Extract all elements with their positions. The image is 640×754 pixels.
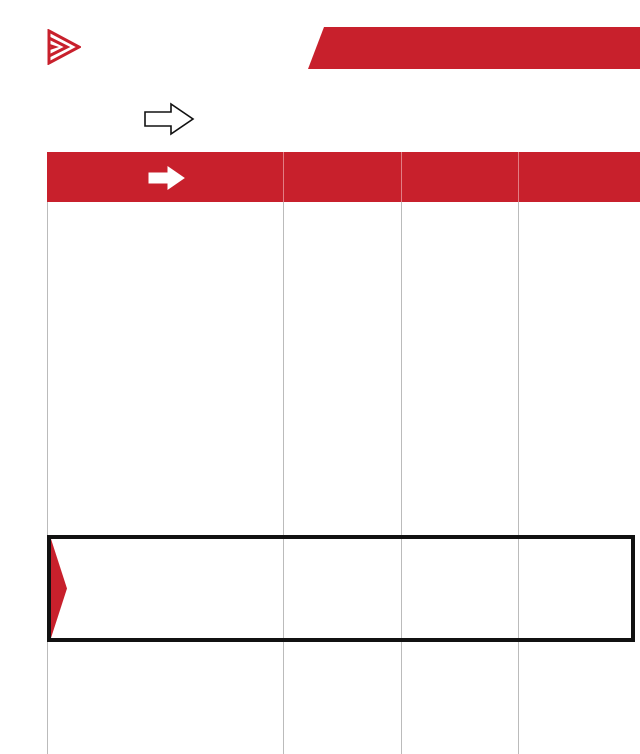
header-charging-passthrough xyxy=(518,152,640,202)
direction-arrow-icon xyxy=(143,102,195,136)
choose-correctly-banner xyxy=(308,27,640,69)
highlight-pointer-icon xyxy=(51,539,67,638)
header-adapter xyxy=(283,152,401,202)
highlighted-row-frame xyxy=(47,535,635,642)
avico-logo xyxy=(47,28,87,66)
header-cable xyxy=(401,152,518,202)
header-to xyxy=(165,152,283,202)
table-header xyxy=(47,152,640,202)
avico-logo-mark-icon xyxy=(47,29,81,65)
banner-text xyxy=(308,27,640,69)
